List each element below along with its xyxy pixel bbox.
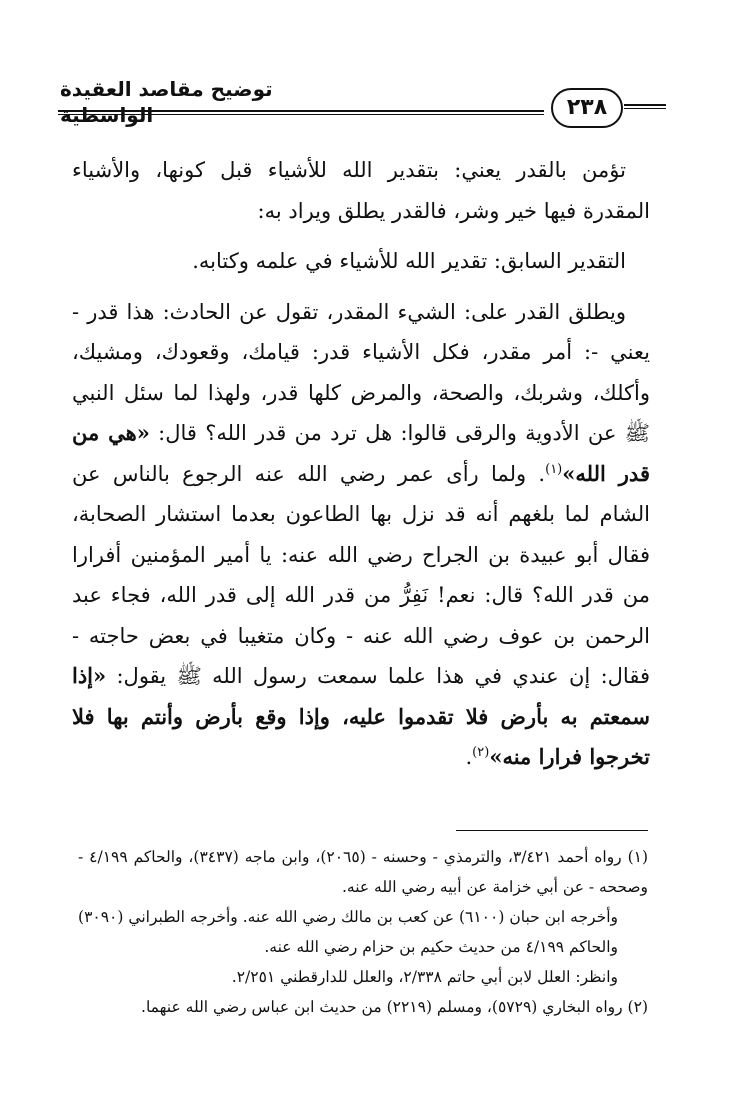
footnote-1: (١) رواه أحمد ٣/٤٢١، والترمذي - وحسنه - (٢٠٦٥)، وابن ماجه (٣٤٣٧)، والحاكم ٤/١٩٩ - وصححه - عن أبي خزامة عن أبيه رضي الله عنه.	[78, 848, 649, 896]
paragraph-1: تؤمن بالقدر يعني: بتقدير الله للأشياء قبل كونها، والأشياء المقدرة فيها خير وشر، فالقدر يطلق ويراد به:	[72, 158, 650, 223]
hadith-quote-2: «إذا سمعتم به بأرض فلا تقدموا عليه، وإذا وقع بأرض وأنتم بها فلا تخرجوا فرارا منه»	[72, 663, 650, 769]
header-rule-tail	[624, 104, 666, 109]
paragraph-2: التقدير السابق: تقدير الله للأشياء في علمه وكتابه.	[192, 249, 626, 273]
header-rule	[58, 110, 544, 115]
footnote-ref-2[interactable]: (٢)	[472, 745, 490, 760]
footnote-1-continued: وأخرجه ابن حبان (٦١٠٠) عن كعب بن مالك رضي الله عنه. وأخرجه الطبراني (٣٠٩٠) والحاكم ٤/١٩٩ من حديث حكيم بن حزام رضي الله عنه.	[78, 908, 618, 956]
footnote-ref-1[interactable]: (١)	[545, 461, 563, 477]
main-text	[72, 150, 650, 778]
running-header-title: توضيح مقاصد العقيدة الواسطية	[60, 77, 273, 127]
footnotes	[78, 842, 648, 1022]
paragraph-3	[72, 292, 650, 778]
paragraph-3-text-b: . ولما رأى عمر رضي الله عنه الرجوع بالناس عن الشام لما بلغهم أنه قد نزل بها الطاعون بعدما استشار الصحابة، فقال أبو عبيدة بن الجراح رضي الله عنه: يا أمير المؤمنين أفرارا من قدر الله؟ قال: نعم! نَفِرُّ من قدر الله إلى قدر الله، فجاء عبد الرحمن بن عوف رضي الله عنه - وكان متغيبا في بعض حاجته - فقال: إن عندي في هذا علما سمعت رسول الله ﷺ يقول:	[72, 461, 650, 688]
hadith-quote-1: «هي من قدر الله»	[72, 420, 650, 486]
paragraph-3-end: .	[465, 745, 473, 769]
page-number: ٢٣٨	[551, 88, 623, 128]
footnote-1-see-also: وانظر: العلل لابن أبي حاتم ٢/٣٣٨، والعلل للدارقطني ٢/٢٥١.	[231, 968, 618, 986]
footnote-divider	[456, 830, 648, 831]
footnote-2: (٢) رواه البخاري (٥٧٢٩)، ومسلم (٢٢١٩) من حديث ابن عباس رضي الله عنهما.	[141, 998, 648, 1016]
paragraph-3-text-a: ويطلق القدر على: الشيء المقدر، تقول عن الحادث: هذا قدر - يعني -: أمر مقدر، فكل الأشياء قدر: قيامك، وقعودك، ومشيك، وأكلك، وشربك، والصحة، والمرض كلها قدر، ولهذا لما سئل النبي ﷺ عن الأدوية والرقى قالوا: هل ترد من قدر الله؟ قال:	[72, 299, 651, 445]
